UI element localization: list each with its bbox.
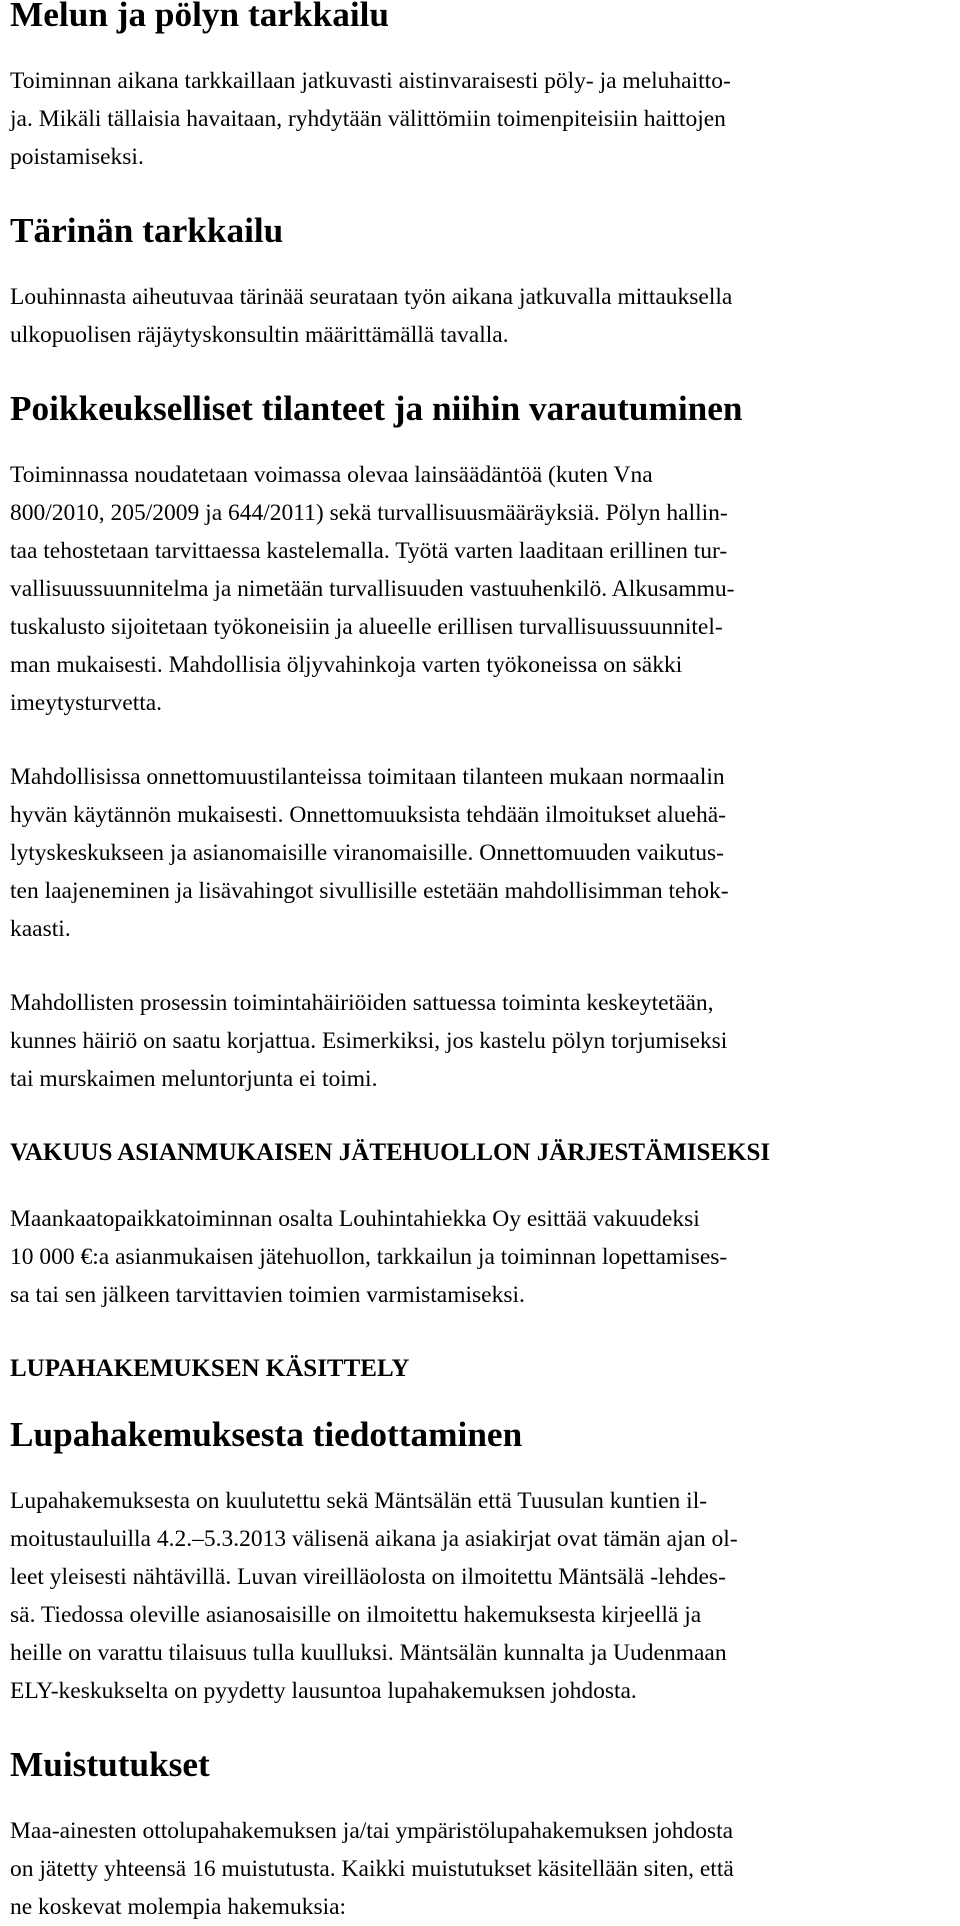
paragraph-melu: Toiminnan aikana tarkkaillaan jatkuvasti aistinvaraisesti pöly- ja meluhaitto- ja. Mikäli tällaisia havaitaan, ryhdytään välittömiin toimenpiteisiin haittojen poistamiseksi. xyxy=(10,68,731,170)
document-page xyxy=(10,0,950,1926)
paragraph-poikkeukselliset-1: Toiminnassa noudatetaan voimassa olevaa lainsäädäntöä (kuten Vna 800/2010, 205/2009 ja 644/2011) sekä turvallisuusmääräyksiä. Pölyn hallin- taa tehostetaan tarvittaessa kastelemalla. Työtä varten laaditaan erillinen tur- vallisuussuunnitelma ja nimetään turvallisuuden vastuuhenkilö. Alkusammu- tuskalusto sijoitetaan työkoneisiin ja alueelle erillisen turvallisuussuunnitel- man mukaisesti. Mahdollisia öljyvahinkoja varten työkoneissa on säkki imeytysturvetta. xyxy=(10,462,735,716)
paragraph-tiedottaminen: Lupahakemuksesta on kuulutettu sekä Mäntsälän että Tuusulan kuntien il- moitustauluilla 4.2.–5.3.2013 välisenä aikana ja asiakirjat ovat tämän ajan ol- leet yleisesti nähtävillä. Luvan vireilläolosta on ilmoitettu Mäntsälä -lehdes- sä. Tiedossa oleville asianosaisille on ilmoitettu hakemuksesta kirjeellä ja heille on varattu tilaisuus tulla kuulluksi. Mäntsälän kunnalta ja Uudenmaan ELY-keskukselta on pyydetty lausuntoa lupahakemuksen johdosta. xyxy=(10,1488,738,1704)
heading-poikkeukselliset-tilanteet: Poikkeukselliset tilanteet ja niihin varautuminen xyxy=(10,389,743,428)
heading-lupahakemuksen-kasittely: LUPAHAKEMUKSEN KÄSITTELY xyxy=(10,1355,410,1382)
heading-lupahakemuksesta-tiedottaminen: Lupahakemuksesta tiedottaminen xyxy=(10,1415,523,1454)
paragraph-poikkeukselliset-2: Mahdollisissa onnettomuustilanteissa toimitaan tilanteen mukaan normaalin hyvän käytännön mukaisesti. Onnettomuuksista tehdään ilmoitukset aluehä- lytyskeskukseen ja asianomaisille viranomaisille. Onnettomuuden vaikutus- ten laajeneminen ja lisävahingot sivullisille estetään mahdollisimman tehok- kaasti. xyxy=(10,764,729,942)
paragraph-muistutukset: Maa-ainesten ottolupahakemuksen ja/tai ympäristölupahakemuksen johdosta on jätetty yhteensä 16 muistutusta. Kaikki muistutukset käsitellään siten, että ne koskevat molempia hakemuksia: xyxy=(10,1818,734,1920)
heading-melun-ja-polyn-tarkkailu: Melun ja pölyn tarkkailu xyxy=(10,0,390,34)
paragraph-vakuus: Maankaatopaikkatoiminnan osalta Louhintahiekka Oy esittää vakuudeksi 10 000 €:a asianmukaisen jätehuollon, tarkkailun ja toiminnan lopettamises- sa tai sen jälkeen tarvittavien toimien varmistamiseksi. xyxy=(10,1206,728,1308)
paragraph-poikkeukselliset-3: Mahdollisten prosessin toimintahäiriöiden sattuessa toiminta keskeytetään, kunnes häiriö on saatu korjattua. Esimerkiksi, jos kastelu pölyn torjumiseksi tai murskaimen meluntorjunta ei toimi. xyxy=(10,990,728,1092)
heading-muistutukset: Muistutukset xyxy=(10,1745,210,1784)
heading-vakuus: VAKUUS ASIANMUKAISEN JÄTEHUOLLON JÄRJESTÄMISEKSI xyxy=(10,1139,771,1166)
heading-tarinan-tarkkailu: Tärinän tarkkailu xyxy=(10,211,284,250)
paragraph-tarina: Louhinnasta aiheutuvaa tärinää seurataan työn aikana jatkuvalla mittauksella ulkopuolisen räjäytyskonsultin määrittämällä tavalla. xyxy=(10,284,733,348)
